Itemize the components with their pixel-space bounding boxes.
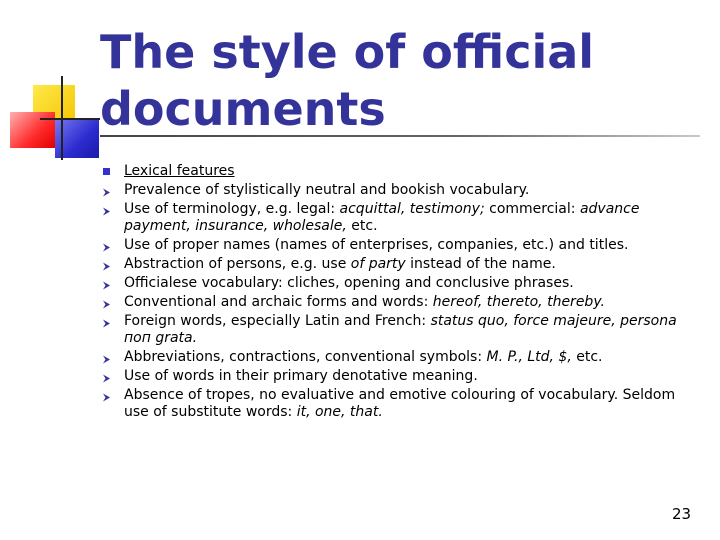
square-bullet-icon — [103, 168, 110, 175]
bullet-text: Absence of tropes, no evaluative and emotive colouring of vocabulary. Seldom use of substitute words: — [124, 387, 676, 420]
bullet-example-text: hereof, thereto, thereby. — [432, 294, 605, 310]
arrow-bullet-icon — [102, 240, 111, 249]
slide-title-line-1: The style of official — [100, 25, 595, 79]
bullet-text: etc. — [346, 218, 378, 234]
bullet-text: Use of proper names (names of enterprises, companies, etc.) and titles. — [124, 237, 629, 253]
bullet-example-text: M. P., Ltd, $, — [486, 349, 572, 365]
bullet-item — [102, 182, 692, 199]
bullet-example-text: status quo, force majeure, persona поп grata. — [124, 313, 677, 346]
bullet-item — [102, 368, 692, 385]
page-number: 23 — [672, 505, 692, 523]
bullet-text: Officialese vocabulary: cliches, opening and conclusive phrases. — [124, 275, 574, 291]
slide-title — [100, 24, 700, 138]
bullet-item — [102, 275, 692, 292]
bullet-text: instead of the name. — [405, 256, 556, 272]
bullet-text: Use of terminology, e.g. legal: — [124, 201, 340, 217]
bullet-text: Prevalence of stylistically neutral and bookish vocabulary. — [124, 182, 530, 198]
arrow-bullet-icon — [102, 390, 111, 399]
bullet-example-text: advance payment, insurance, wholesale, — [124, 201, 640, 234]
decorative-horizontal-line — [40, 118, 100, 120]
bullet-item — [102, 387, 692, 421]
bullet-text: Conventional and archaic forms and words: — [124, 294, 433, 310]
bullet-text: Foreign words, especially Latin and French: — [124, 313, 431, 329]
slide-title-line-2: documents — [100, 82, 386, 136]
bullet-item — [102, 256, 692, 273]
bullet-example-text: of party — [350, 256, 406, 272]
arrow-bullet-icon — [102, 185, 111, 194]
arrow-bullet-icon — [102, 316, 111, 325]
arrow-bullet-icon — [102, 204, 111, 213]
bullet-text: Abbreviations, contractions, conventional symbols: — [124, 349, 487, 365]
arrow-bullet-icon — [102, 297, 111, 306]
bullet-item — [102, 313, 692, 347]
bullet-item — [102, 349, 692, 366]
bullet-item — [102, 237, 692, 254]
bullet-text: Abstraction of persons, e.g. use — [124, 256, 351, 272]
bullet-text: commercial: — [484, 201, 580, 217]
arrow-bullet-icon — [102, 278, 111, 287]
bullet-text: Lexical features — [124, 163, 235, 179]
arrow-bullet-icon — [102, 352, 111, 361]
bullet-example-text: acquittal, testimony; — [339, 201, 485, 217]
bullet-item — [102, 163, 692, 180]
arrow-bullet-icon — [102, 259, 111, 268]
bullet-example-text: it, one, that. — [296, 404, 383, 420]
bullet-text: Use of words in their primary denotative meaning. — [124, 368, 478, 384]
bullet-text: etc. — [571, 349, 603, 365]
bullet-item — [102, 201, 692, 235]
bullet-item — [102, 294, 692, 311]
bullet-list — [102, 163, 692, 423]
arrow-bullet-icon — [102, 371, 111, 380]
